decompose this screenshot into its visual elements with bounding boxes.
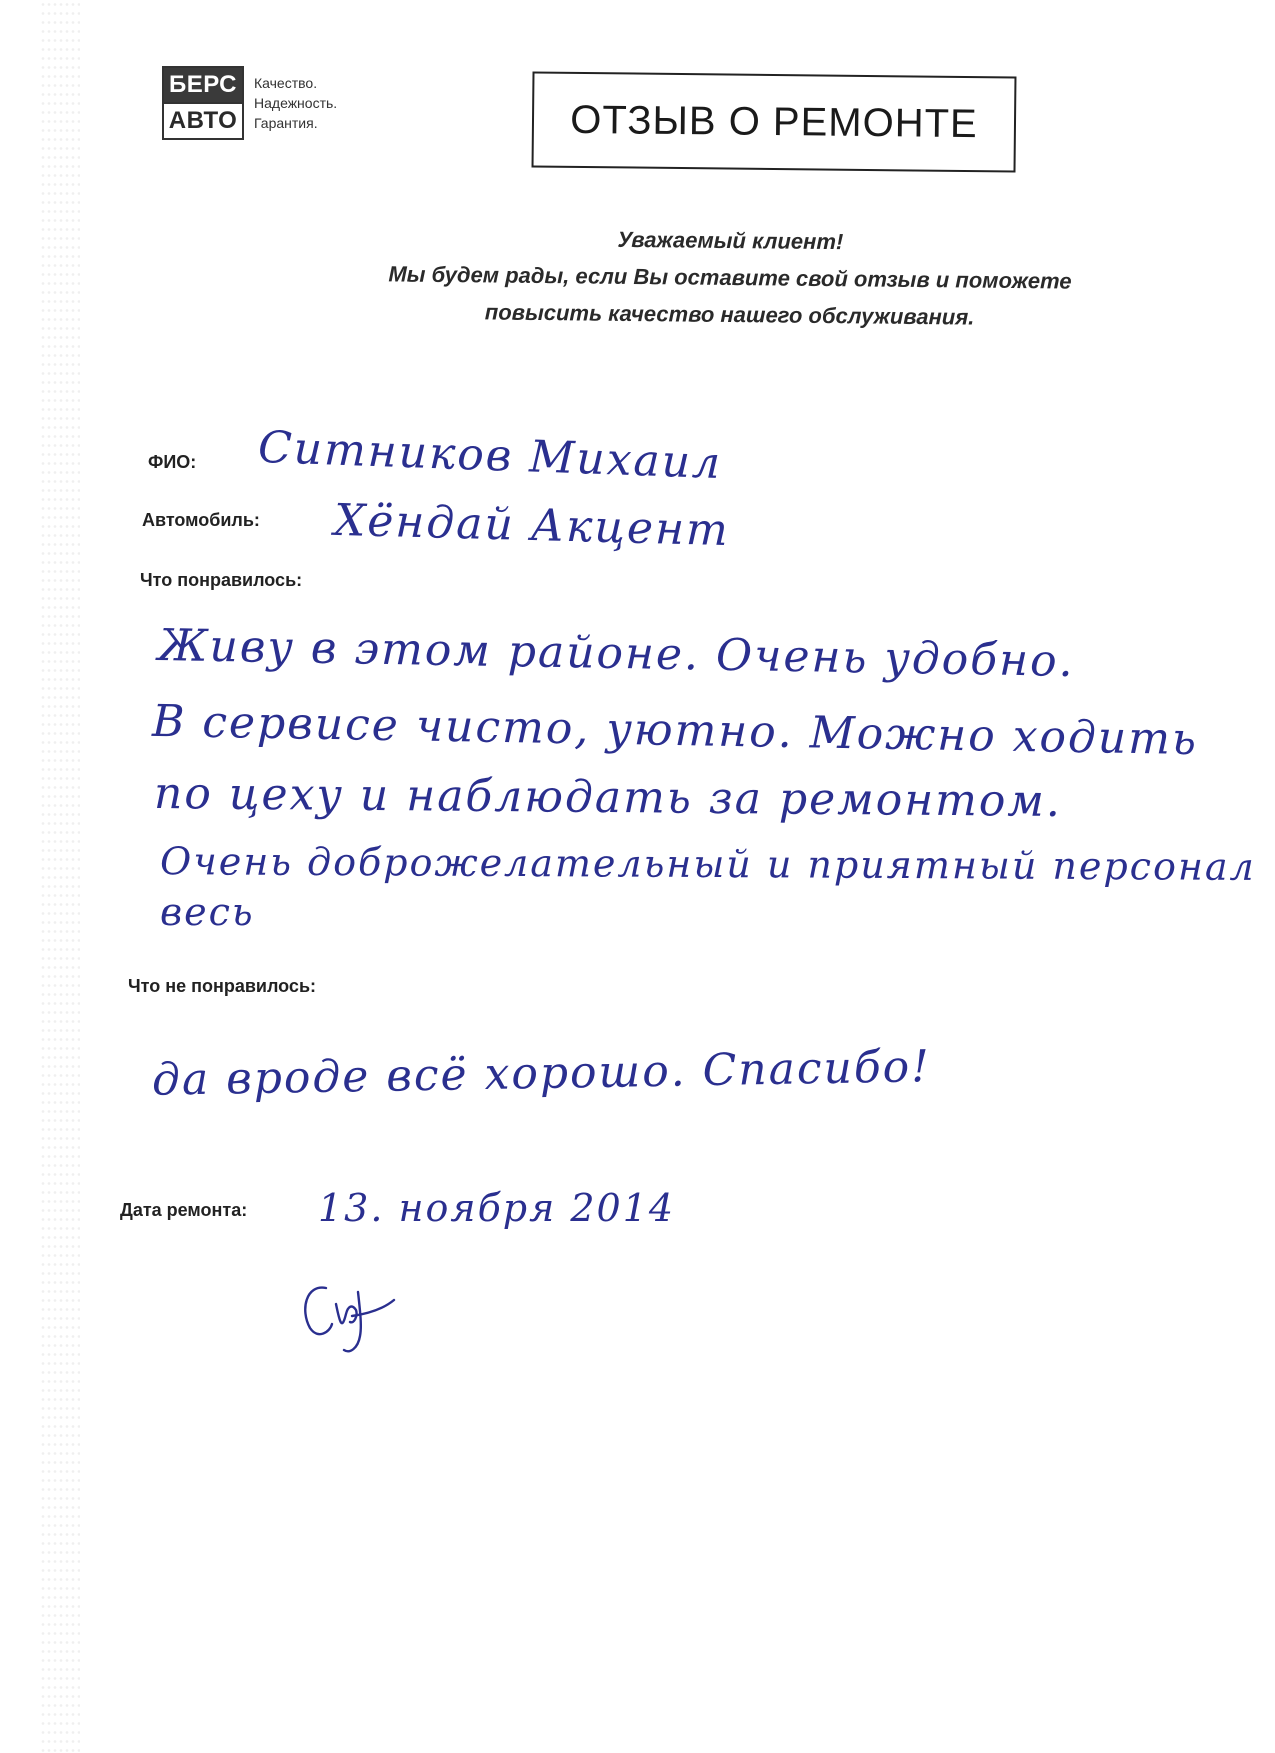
logo-tagline bbox=[254, 73, 337, 133]
liked-line: В сервисе чисто, уютно. Можно ходить bbox=[151, 695, 1199, 766]
document-title: ОТЗЫВ О РЕМОНТЕ bbox=[570, 97, 978, 146]
car-value: Хёндай Акцент bbox=[333, 494, 731, 557]
handwritten-signature bbox=[296, 1270, 406, 1360]
greeting-line: Мы будем рады, если Вы оставите свой отзыв и поможете bbox=[388, 261, 1072, 294]
liked-line: Живу в этом районе. Очень удобно. bbox=[157, 620, 1076, 687]
tagline-line: Гарантия. bbox=[254, 115, 318, 131]
car-label: Автомобиль: bbox=[142, 510, 260, 530]
liked-line: по цеху и наблюдать за ремонтом. bbox=[153, 768, 1063, 827]
logo-mark bbox=[162, 66, 244, 140]
tagline-line: Качество. bbox=[254, 75, 318, 91]
date-value: 13. ноября 2014 bbox=[318, 1186, 676, 1230]
greeting-line: повысить качество нашего обслуживания. bbox=[484, 299, 975, 330]
disliked-value: да вроде всё хорошо. Спасибо! bbox=[151, 1041, 932, 1106]
company-logo bbox=[162, 66, 337, 140]
tagline-line: Надежность. bbox=[254, 95, 338, 111]
greeting-text bbox=[319, 218, 1140, 338]
liked-label: Что понравилось: bbox=[140, 570, 303, 590]
date-label: Дата ремонта: bbox=[120, 1200, 248, 1220]
document-title-box bbox=[532, 71, 1017, 172]
fio-value: Ситников Михаил bbox=[257, 421, 723, 490]
liked-line: весь bbox=[160, 890, 255, 934]
fio-label: ФИО: bbox=[148, 452, 197, 472]
scan-artifacts bbox=[40, 0, 80, 1753]
greeting-line: Уважаемый клиент! bbox=[617, 226, 844, 255]
logo-word-top: БЕРС bbox=[164, 68, 242, 102]
liked-line: Очень доброжелательный и приятный персонал bbox=[159, 839, 1256, 889]
disliked-label: Что не понравилось: bbox=[128, 976, 317, 996]
logo-word-bottom: АВТО bbox=[164, 102, 242, 138]
